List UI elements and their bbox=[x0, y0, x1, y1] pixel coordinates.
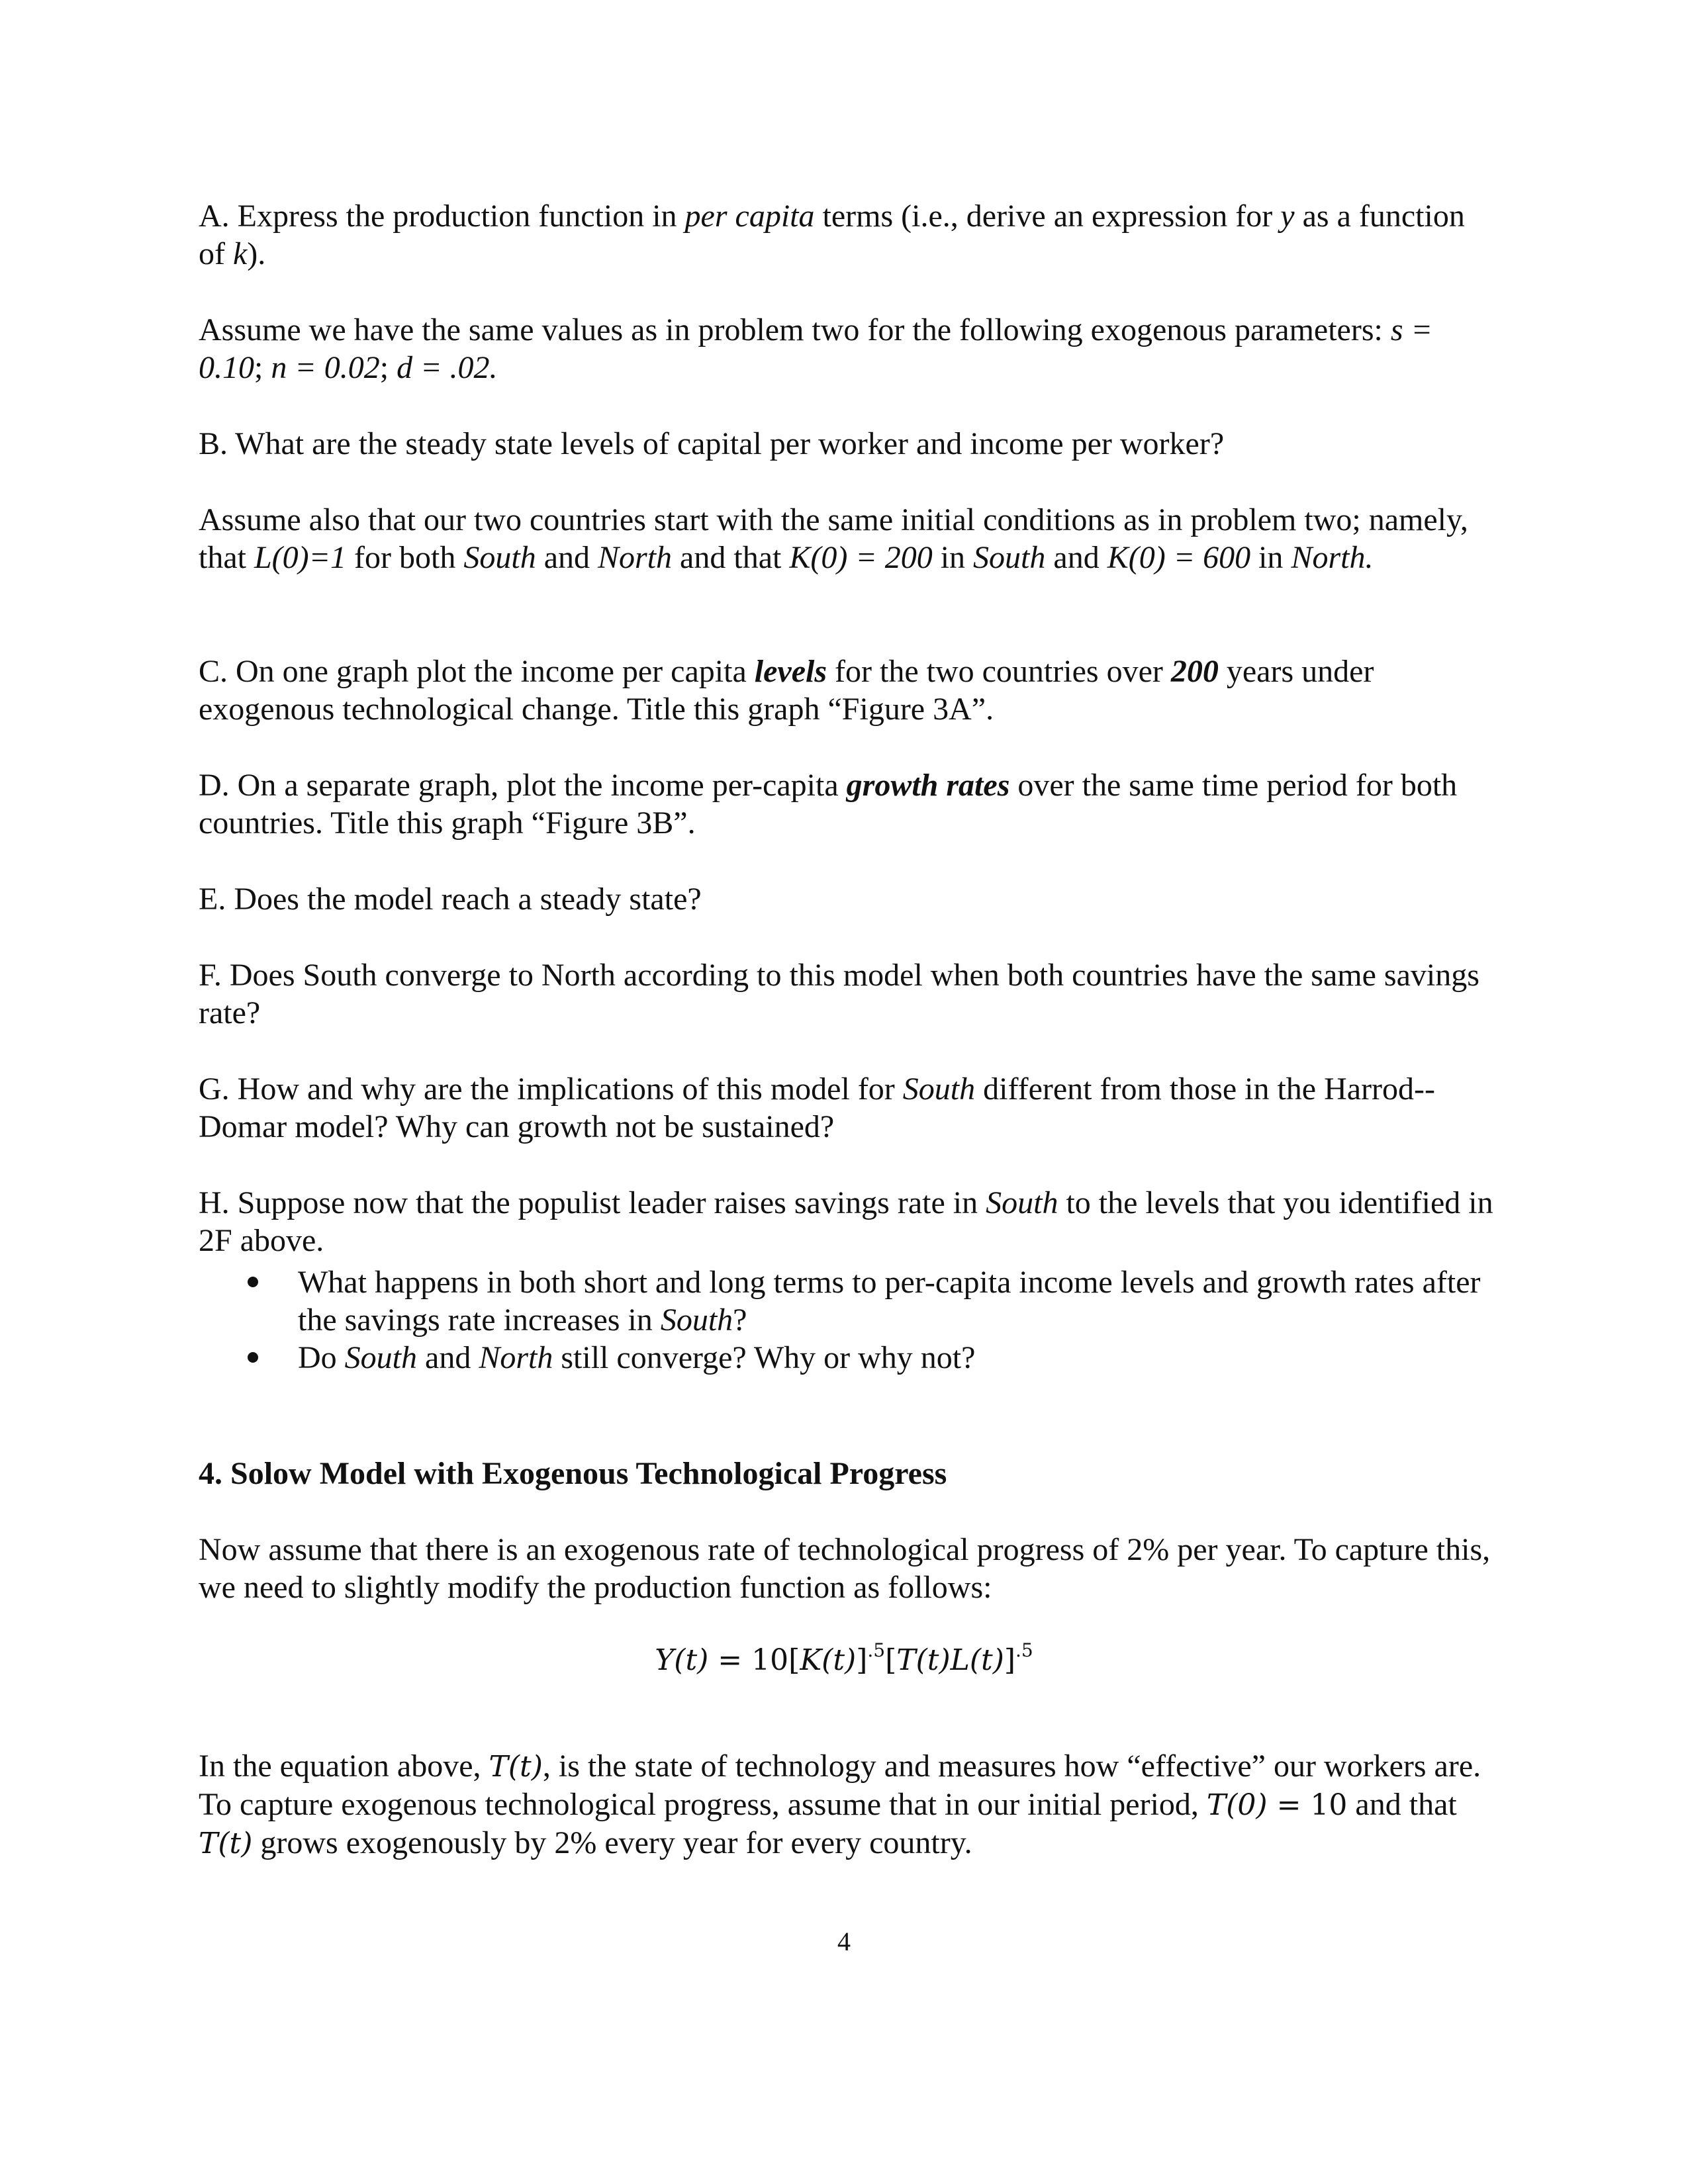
text-run: to the levels that you identified in 2F above. bbox=[199, 1185, 1493, 1258]
math-run: T(t) bbox=[199, 1827, 253, 1860]
equation-bracket: ] bbox=[856, 1643, 868, 1677]
equation-bracket: ] bbox=[1004, 1643, 1016, 1677]
bullet-icon bbox=[248, 1352, 258, 1363]
text-run: ? bbox=[733, 1302, 747, 1338]
bold-italic-run: growth rates bbox=[846, 768, 1010, 803]
text-run: different from those in the Harrod--Domar model? Why can growth not be sustained? bbox=[199, 1071, 1435, 1144]
italic-run: L(0)=1 bbox=[254, 540, 347, 575]
text-run: and bbox=[417, 1340, 479, 1375]
math-run: T(t) bbox=[489, 1750, 543, 1784]
italic-run: South bbox=[973, 540, 1046, 575]
bold-italic-run: levels bbox=[754, 654, 827, 689]
italic-run: K(0) = 200 bbox=[789, 540, 933, 575]
part-g-question bbox=[199, 1070, 1496, 1146]
text-run: and that bbox=[1347, 1787, 1457, 1822]
equation-lhs: Y(t) bbox=[655, 1643, 709, 1677]
text-run: ; bbox=[379, 350, 397, 385]
italic-run: per capita bbox=[684, 199, 815, 234]
math-run: T(0) bbox=[1206, 1788, 1268, 1822]
part-d-question bbox=[199, 766, 1496, 842]
part-c-question bbox=[199, 653, 1496, 728]
text-run: over the same time period for both countries. Title this graph “Figure 3B”. bbox=[199, 768, 1458, 841]
assumption-initial-conditions bbox=[199, 501, 1496, 576]
italic-run: y bbox=[1280, 199, 1295, 234]
list-item bbox=[199, 1263, 1496, 1339]
text-run: and bbox=[1045, 540, 1107, 575]
equation-exponent: .5 bbox=[867, 1639, 886, 1661]
part-h-bullet-list bbox=[199, 1263, 1496, 1377]
text-run: in bbox=[1250, 540, 1291, 575]
equation-exponent: .5 bbox=[1015, 1639, 1033, 1661]
text-run: ). bbox=[247, 236, 266, 271]
part-e-question: E. Does the model reach a steady state? bbox=[199, 882, 702, 917]
text-run: years under exogenous technological change. Title this graph “Figure 3A”. bbox=[199, 654, 1374, 727]
text-run: H. Suppose now that the populist leader raises savings rate in bbox=[199, 1185, 986, 1220]
italic-run: North bbox=[479, 1340, 553, 1375]
part-a-question bbox=[199, 197, 1496, 273]
italic-run: s = 0.10 bbox=[199, 312, 1432, 385]
section-4-heading: 4. Solow Model with Exogenous Technological Progress bbox=[199, 1456, 947, 1491]
text-run: still converge? Why or why not? bbox=[553, 1340, 976, 1375]
section-4-intro: Now assume that there is an exogenous rate of technological progress of 2% per year. To capture this, we need to slightly modify the production function as follows: bbox=[199, 1532, 1491, 1605]
text-run: and that bbox=[672, 540, 790, 575]
text-run: ; bbox=[254, 350, 271, 385]
italic-run: South bbox=[902, 1071, 976, 1107]
italic-run: North. bbox=[1291, 540, 1374, 575]
text-run: for the two countries over bbox=[827, 654, 1171, 689]
part-f-question: F. Does South converge to North according to this model when both countries have the same savings rate? bbox=[199, 958, 1479, 1030]
equation-operator: = 10[ bbox=[708, 1643, 800, 1677]
italic-run: K(0) = 600 bbox=[1107, 540, 1251, 575]
text-run: D. On a separate graph, plot the income per-capita bbox=[199, 768, 847, 803]
list-item bbox=[199, 1339, 1496, 1377]
text-run: as a function of bbox=[199, 199, 1465, 271]
text-run: In the equation above, bbox=[199, 1749, 489, 1784]
italic-run: n = 0.02 bbox=[271, 350, 380, 385]
text-run: Assume also that our two countries start with the same initial conditions as in problem two; namely, that bbox=[199, 502, 1468, 575]
equation-capital: K(t) bbox=[800, 1643, 857, 1677]
italic-run: South bbox=[986, 1185, 1058, 1220]
italic-run: South bbox=[660, 1302, 733, 1338]
italic-run: d = .02. bbox=[397, 350, 498, 385]
text-run: A. Express the production function in bbox=[199, 199, 685, 234]
text-run: for both bbox=[346, 540, 464, 575]
text-run: terms (i.e., derive an expression for bbox=[814, 199, 1281, 234]
page-number: 4 bbox=[837, 1927, 851, 1956]
text-run: What happens in both short and long terms to per-capita income levels and growth rates after the savings rate increases in bbox=[298, 1265, 1481, 1338]
italic-run: South bbox=[344, 1340, 418, 1375]
text-run: C. On one graph plot the income per capita bbox=[199, 654, 755, 689]
text-run: , is the state of technology and measures how “effective” our workers are. To capture exogenous technological progress, assume that in our initial period, bbox=[199, 1749, 1481, 1822]
part-h-question bbox=[199, 1184, 1496, 1259]
equation-effective-labor: T(t)L(t) bbox=[896, 1643, 1004, 1677]
bullet-icon bbox=[248, 1277, 258, 1287]
text-run: in bbox=[932, 540, 974, 575]
text-run: G. How and why are the implications of this model for bbox=[199, 1071, 903, 1107]
text-run: Assume we have the same values as in problem two for the following exogenous parameters: bbox=[199, 312, 1391, 347]
bold-italic-run: 200 bbox=[1170, 654, 1219, 689]
text-run: Do bbox=[298, 1340, 345, 1375]
math-run: = 10 bbox=[1267, 1788, 1348, 1822]
italic-run: South bbox=[463, 540, 536, 575]
text-run: grows exogenously by 2% every year for every country. bbox=[252, 1825, 972, 1860]
assumption-parameters bbox=[199, 311, 1496, 387]
part-b-question: B. What are the steady state levels of capital per worker and income per worker? bbox=[199, 426, 1225, 461]
equation-bracket: [ bbox=[885, 1643, 897, 1677]
technology-explanation bbox=[199, 1747, 1496, 1862]
italic-run: North bbox=[598, 540, 673, 575]
production-function-equation bbox=[0, 1641, 1688, 1679]
italic-run: k bbox=[232, 236, 248, 271]
text-run: and bbox=[536, 540, 598, 575]
